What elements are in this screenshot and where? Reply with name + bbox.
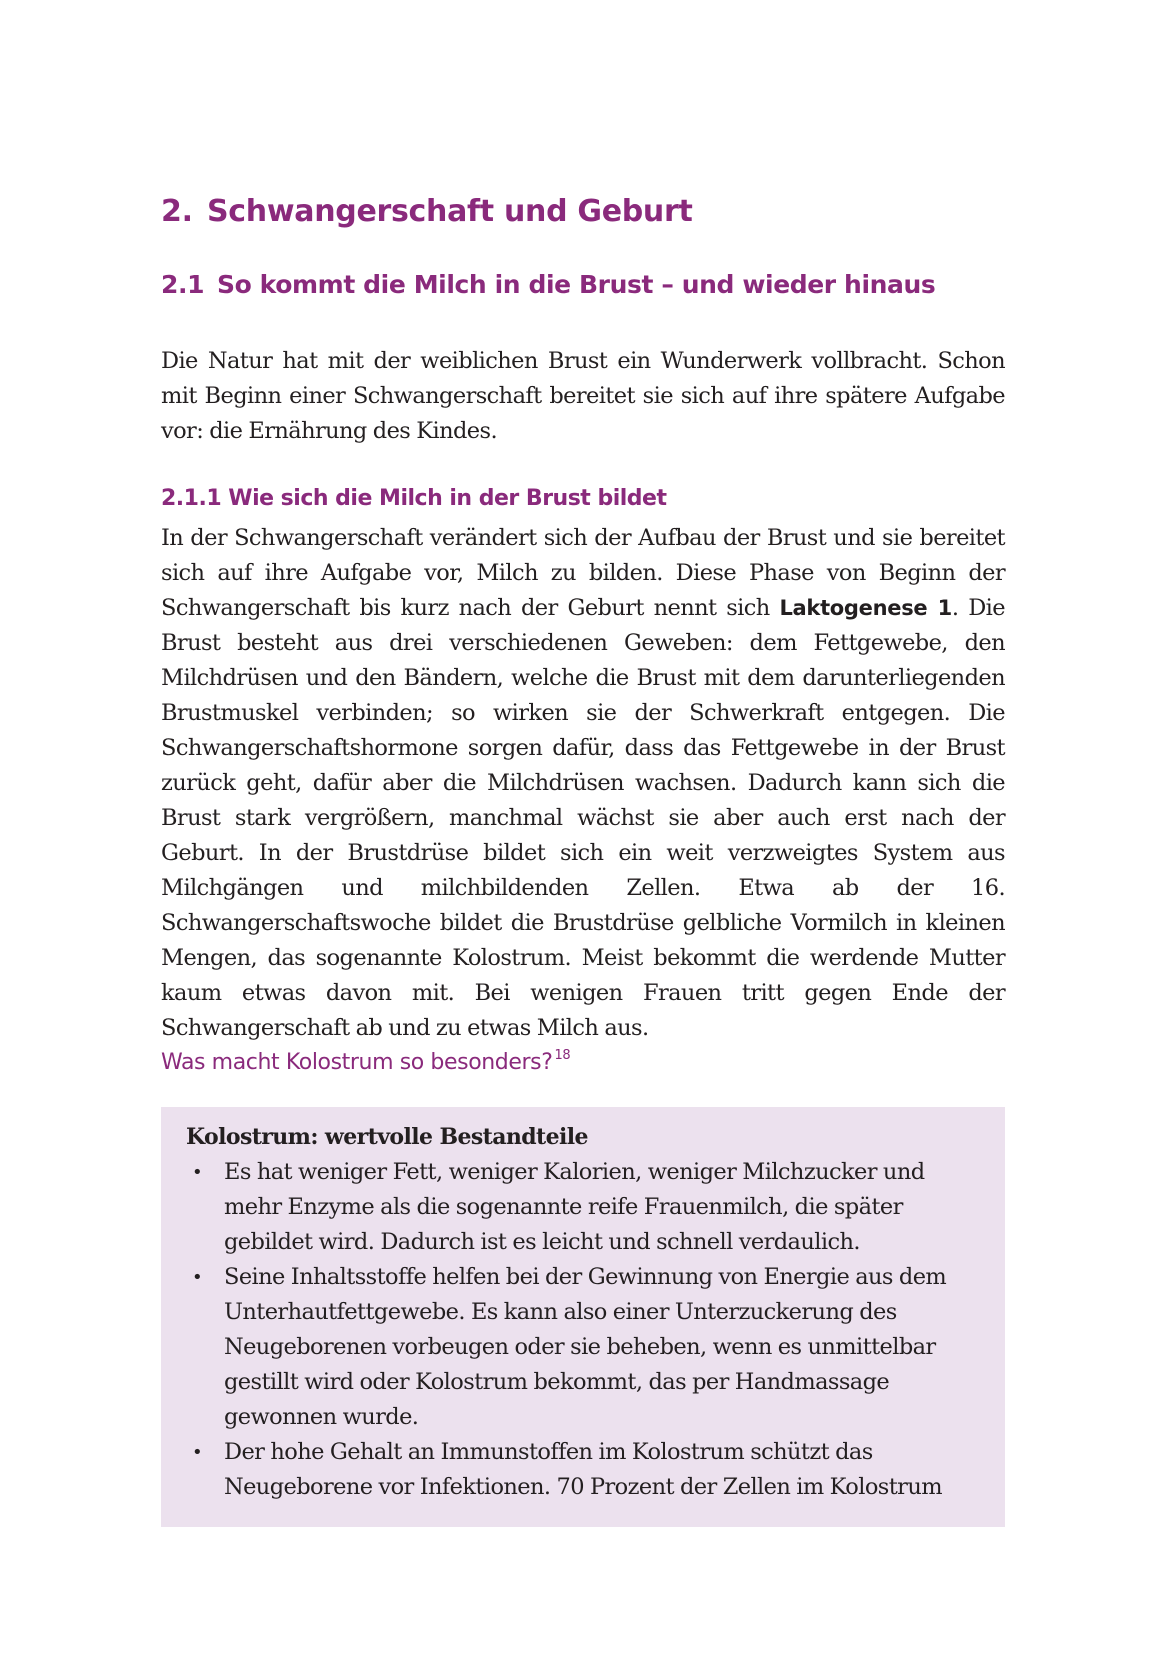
chapter-number: 2. <box>161 194 193 229</box>
section-heading <box>161 270 935 299</box>
bullet-icon: • <box>192 1267 203 1288</box>
paragraph-text-after: . Die Brust besteht aus drei verschiedenen Geweben: dem Fettgewebe, den Milchdrüsen und den Bändern, welche die Brust mit dem darunterliegenden Brustmuskel verbinden; so wirken sie der Schwerkraft entgegen. Die Schwangerschaftshormone sorgen dafür, dass das Fettgewebe in der Brust zurück geht, dafür aber die Milchdrüsen wachsen. Dadurch kann sich die Brust stark vergrößern, manchmal wächst sie aber auch erst nach der Geburt. In der Brustdrüse bildet sich ein weit verzweigtes System aus Milchgängen und milchbildenden Zellen. Etwa ab der 16. Schwangerschaftswoche bildet die Brustdrüse gelbliche Vormilch in kleinen Mengen, das sogenannte Kolostrum. Meist bekommt die werdende Mutter kaum etwas davon mit. Bei wenigen Frauen tritt gegen Ende der Schwangerschaft ab und zu etwas Milch aus. <box>161 595 1005 1041</box>
list-item <box>186 1260 981 1435</box>
chapter-heading <box>161 194 693 229</box>
bullet-icon: • <box>192 1442 203 1463</box>
list-item-text: Es hat weniger Fett, weniger Kalorien, weniger Milchzucker und mehr Enzyme als die sogenannte reife Frauenmilch, die später gebildet wird. Dadurch ist es leicht und schnell verdaulich. <box>224 1159 925 1255</box>
paragraph-text-before: In der Schwangerschaft verändert sich der Aufbau der Brust und sie bereitet sich auf ihre Aufgabe vor, Milch zu bilden. Diese Phase von Beginn der Schwangerschaft bis kurz nach der Geburt nennt sich <box>161 525 1005 621</box>
section-number: 2.1 <box>161 270 205 299</box>
info-box-list <box>186 1155 981 1505</box>
list-item-text: Seine Inhaltsstoffe helfen bei der Gewinnung von Energie aus dem Unterhautfettgewebe. Es kann also einer Unterzuckerung des Neugeborenen vorbeugen oder sie beheben, wenn es unmittelbar gestillt wird oder Kolostrum bekommt, das per Handmassage gewonnen wurde. <box>224 1264 947 1430</box>
section-title: So kommt die Milch in die Brust – und wieder hinaus <box>217 270 936 299</box>
question-text: Was macht Kolostrum so besonders? <box>161 1050 553 1075</box>
highlighted-term: Laktogenese 1 <box>779 596 952 620</box>
question-heading <box>161 1048 570 1075</box>
main-paragraph <box>161 521 1005 1046</box>
chapter-title: Schwangerschaft und Geburt <box>207 194 693 229</box>
subsection-heading: 2.1.1 Wie sich die Milch in der Brust bildet <box>161 486 667 511</box>
info-box-title: Kolostrum: wertvolle Bestandteile <box>186 1124 588 1150</box>
bullet-icon: • <box>192 1162 203 1183</box>
list-item <box>186 1435 981 1505</box>
footnote-reference[interactable]: 18 <box>554 1048 571 1063</box>
info-box <box>161 1107 1005 1527</box>
intro-paragraph: Die Natur hat mit der weiblichen Brust ein Wunderwerk vollbracht. Schon mit Beginn einer Schwangerschaft bereitet sie sich auf ihre spätere Aufgabe vor: die Ernährung des Kindes. <box>161 348 1005 444</box>
list-item-text: Der hohe Gehalt an Immunstoffen im Kolostrum schützt das Neugeborene vor Infektionen. 70 Prozent der Zellen im Kolostrum <box>224 1439 942 1500</box>
list-item <box>186 1155 981 1260</box>
